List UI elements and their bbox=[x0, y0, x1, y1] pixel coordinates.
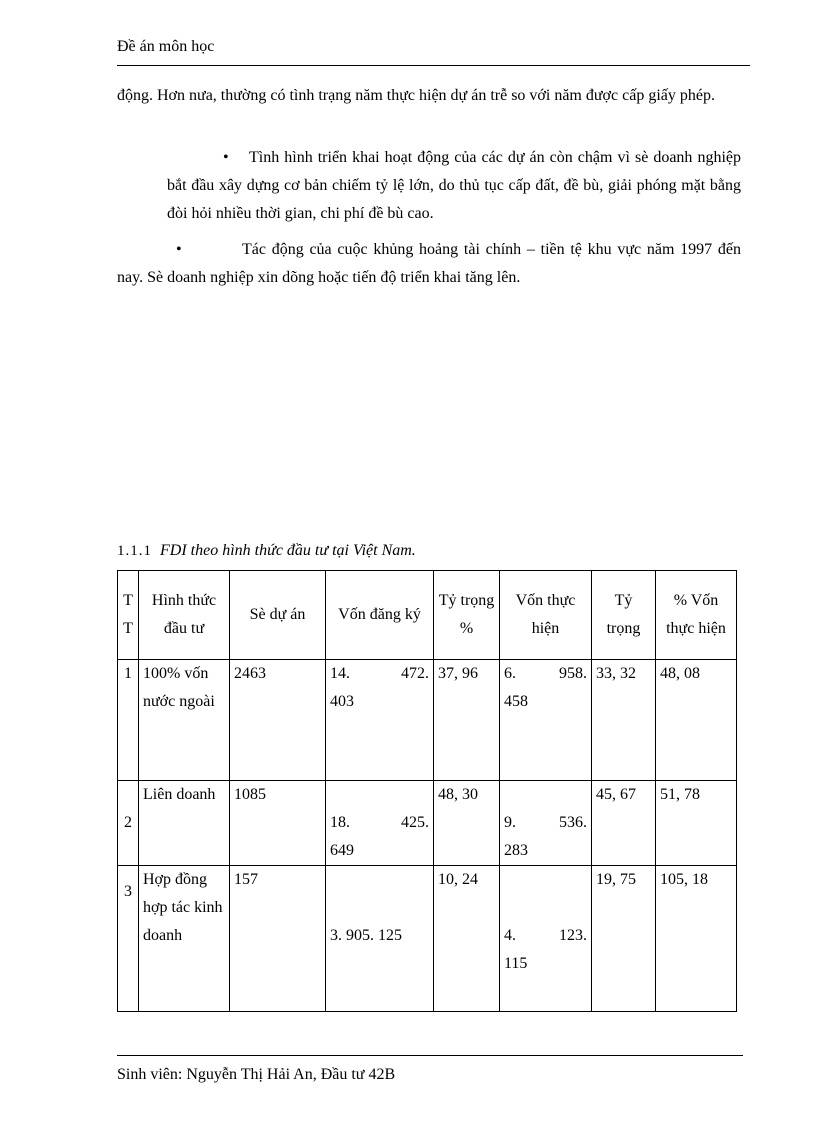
header-implemented-capital: Vốn thực hiện bbox=[500, 571, 592, 660]
caption-title: FDI theo hình thức đầu tư tại Việt Nam. bbox=[160, 542, 416, 559]
paragraph-3 bbox=[117, 236, 741, 292]
bullet-icon: • bbox=[176, 241, 182, 258]
cell-registered-share: 10, 24 bbox=[434, 866, 500, 1012]
header-registered-share: Tỷ trọng % bbox=[434, 571, 500, 660]
value-part: 14. bbox=[330, 665, 350, 682]
cell-implemented-capital bbox=[500, 866, 592, 1012]
page-header: Đề án môn học bbox=[117, 38, 215, 55]
header-implemented-ratio: % Vốn thực hiện bbox=[656, 571, 737, 660]
paragraph-3-text: Tác động của cuộc khủng hoảng tài chính – tiền tệ khu vực năm 1997 đến nay. Sè doanh nghiệp xin dõng hoặc tiến độ triển khai tăng lên. bbox=[117, 241, 741, 286]
cell-tt bbox=[118, 866, 139, 1012]
paragraph-1: động. Hơn nưa, thường có tình trạng năm thực hiện dự án trễ so với năm được cấp giấy phép. bbox=[117, 87, 715, 104]
header-form: Hình thức đầu tư bbox=[139, 571, 230, 660]
table-row bbox=[118, 866, 737, 1012]
cell-implemented-ratio: 48, 08 bbox=[656, 660, 737, 781]
cell-registered-capital bbox=[326, 660, 434, 781]
cell-form: Liên doanh bbox=[139, 781, 230, 866]
header-rule bbox=[117, 65, 750, 66]
cell-implemented-share: 33, 32 bbox=[592, 660, 656, 781]
cell-registered-share: 37, 96 bbox=[434, 660, 500, 781]
cell-implemented-ratio: 51, 78 bbox=[656, 781, 737, 866]
value-part: 536. bbox=[559, 814, 587, 831]
value-part: 9. bbox=[504, 814, 516, 831]
header-tt: T T bbox=[118, 571, 139, 660]
cell-implemented-share: 19, 75 bbox=[592, 866, 656, 1012]
value-part: 649 bbox=[330, 842, 354, 859]
footer-rule bbox=[117, 1055, 743, 1056]
cell-implemented-capital bbox=[500, 660, 592, 781]
bullet-icon: • bbox=[223, 149, 229, 166]
value-part: 458 bbox=[504, 693, 528, 710]
value-part: 958. bbox=[559, 665, 587, 682]
cell-registered-capital bbox=[326, 866, 434, 1012]
value-part: 6. bbox=[504, 665, 516, 682]
cell-registered-share: 48, 30 bbox=[434, 781, 500, 866]
cell-implemented-capital bbox=[500, 781, 592, 866]
header-projects: Sè dự án bbox=[230, 571, 326, 660]
header-implemented-share: Tỷ trọng bbox=[592, 571, 656, 660]
cell-projects: 157 bbox=[230, 866, 326, 1012]
header-registered-capital: Vốn đăng ký bbox=[326, 571, 434, 660]
page-footer: Sinh viên: Nguyễn Thị Hải An, Đầu tư 42B bbox=[117, 1066, 396, 1083]
value-part: 472. bbox=[401, 665, 429, 682]
paragraph-2-text: Tình hình triển khai hoạt động của các dự án còn chậm vì sè doanh nghiệp bắt đầu xây dựng cơ bản chiếm tỷ lệ lớn, do thủ tục cấp đất, đề bù, giải phóng mặt bằng đòi hỏi nhiều thời gian, chi phí đề bù cao. bbox=[167, 149, 741, 222]
value-part: 115 bbox=[504, 955, 528, 972]
cell-implemented-share: 45, 67 bbox=[592, 781, 656, 866]
table-row bbox=[118, 781, 737, 866]
value-part: 283 bbox=[504, 842, 528, 859]
cell-tt-value: 3 bbox=[124, 883, 132, 900]
cell-projects: 2463 bbox=[230, 660, 326, 781]
table-caption bbox=[117, 542, 416, 560]
value-part: 18. bbox=[330, 814, 350, 831]
value-part: 123. bbox=[559, 927, 587, 944]
caption-number: 1.1.1 bbox=[117, 543, 152, 559]
value-part: 3. 905. 125 bbox=[330, 927, 402, 944]
cell-registered-capital bbox=[326, 781, 434, 866]
value-part: 4. bbox=[504, 927, 516, 944]
value-part: 403 bbox=[330, 693, 354, 710]
paragraph-2 bbox=[167, 144, 741, 228]
value-part: 425. bbox=[401, 814, 429, 831]
cell-form: 100% vốn nước ngoài bbox=[139, 660, 230, 781]
cell-tt: 2 bbox=[118, 781, 139, 866]
table-row bbox=[118, 660, 737, 781]
cell-implemented-ratio: 105, 18 bbox=[656, 866, 737, 1012]
cell-form: Hợp đồng hợp tác kinh doanh bbox=[139, 866, 230, 1012]
table-header-row bbox=[118, 571, 737, 660]
cell-tt: 1 bbox=[118, 660, 139, 781]
cell-projects: 1085 bbox=[230, 781, 326, 866]
fdi-table bbox=[117, 570, 737, 1012]
